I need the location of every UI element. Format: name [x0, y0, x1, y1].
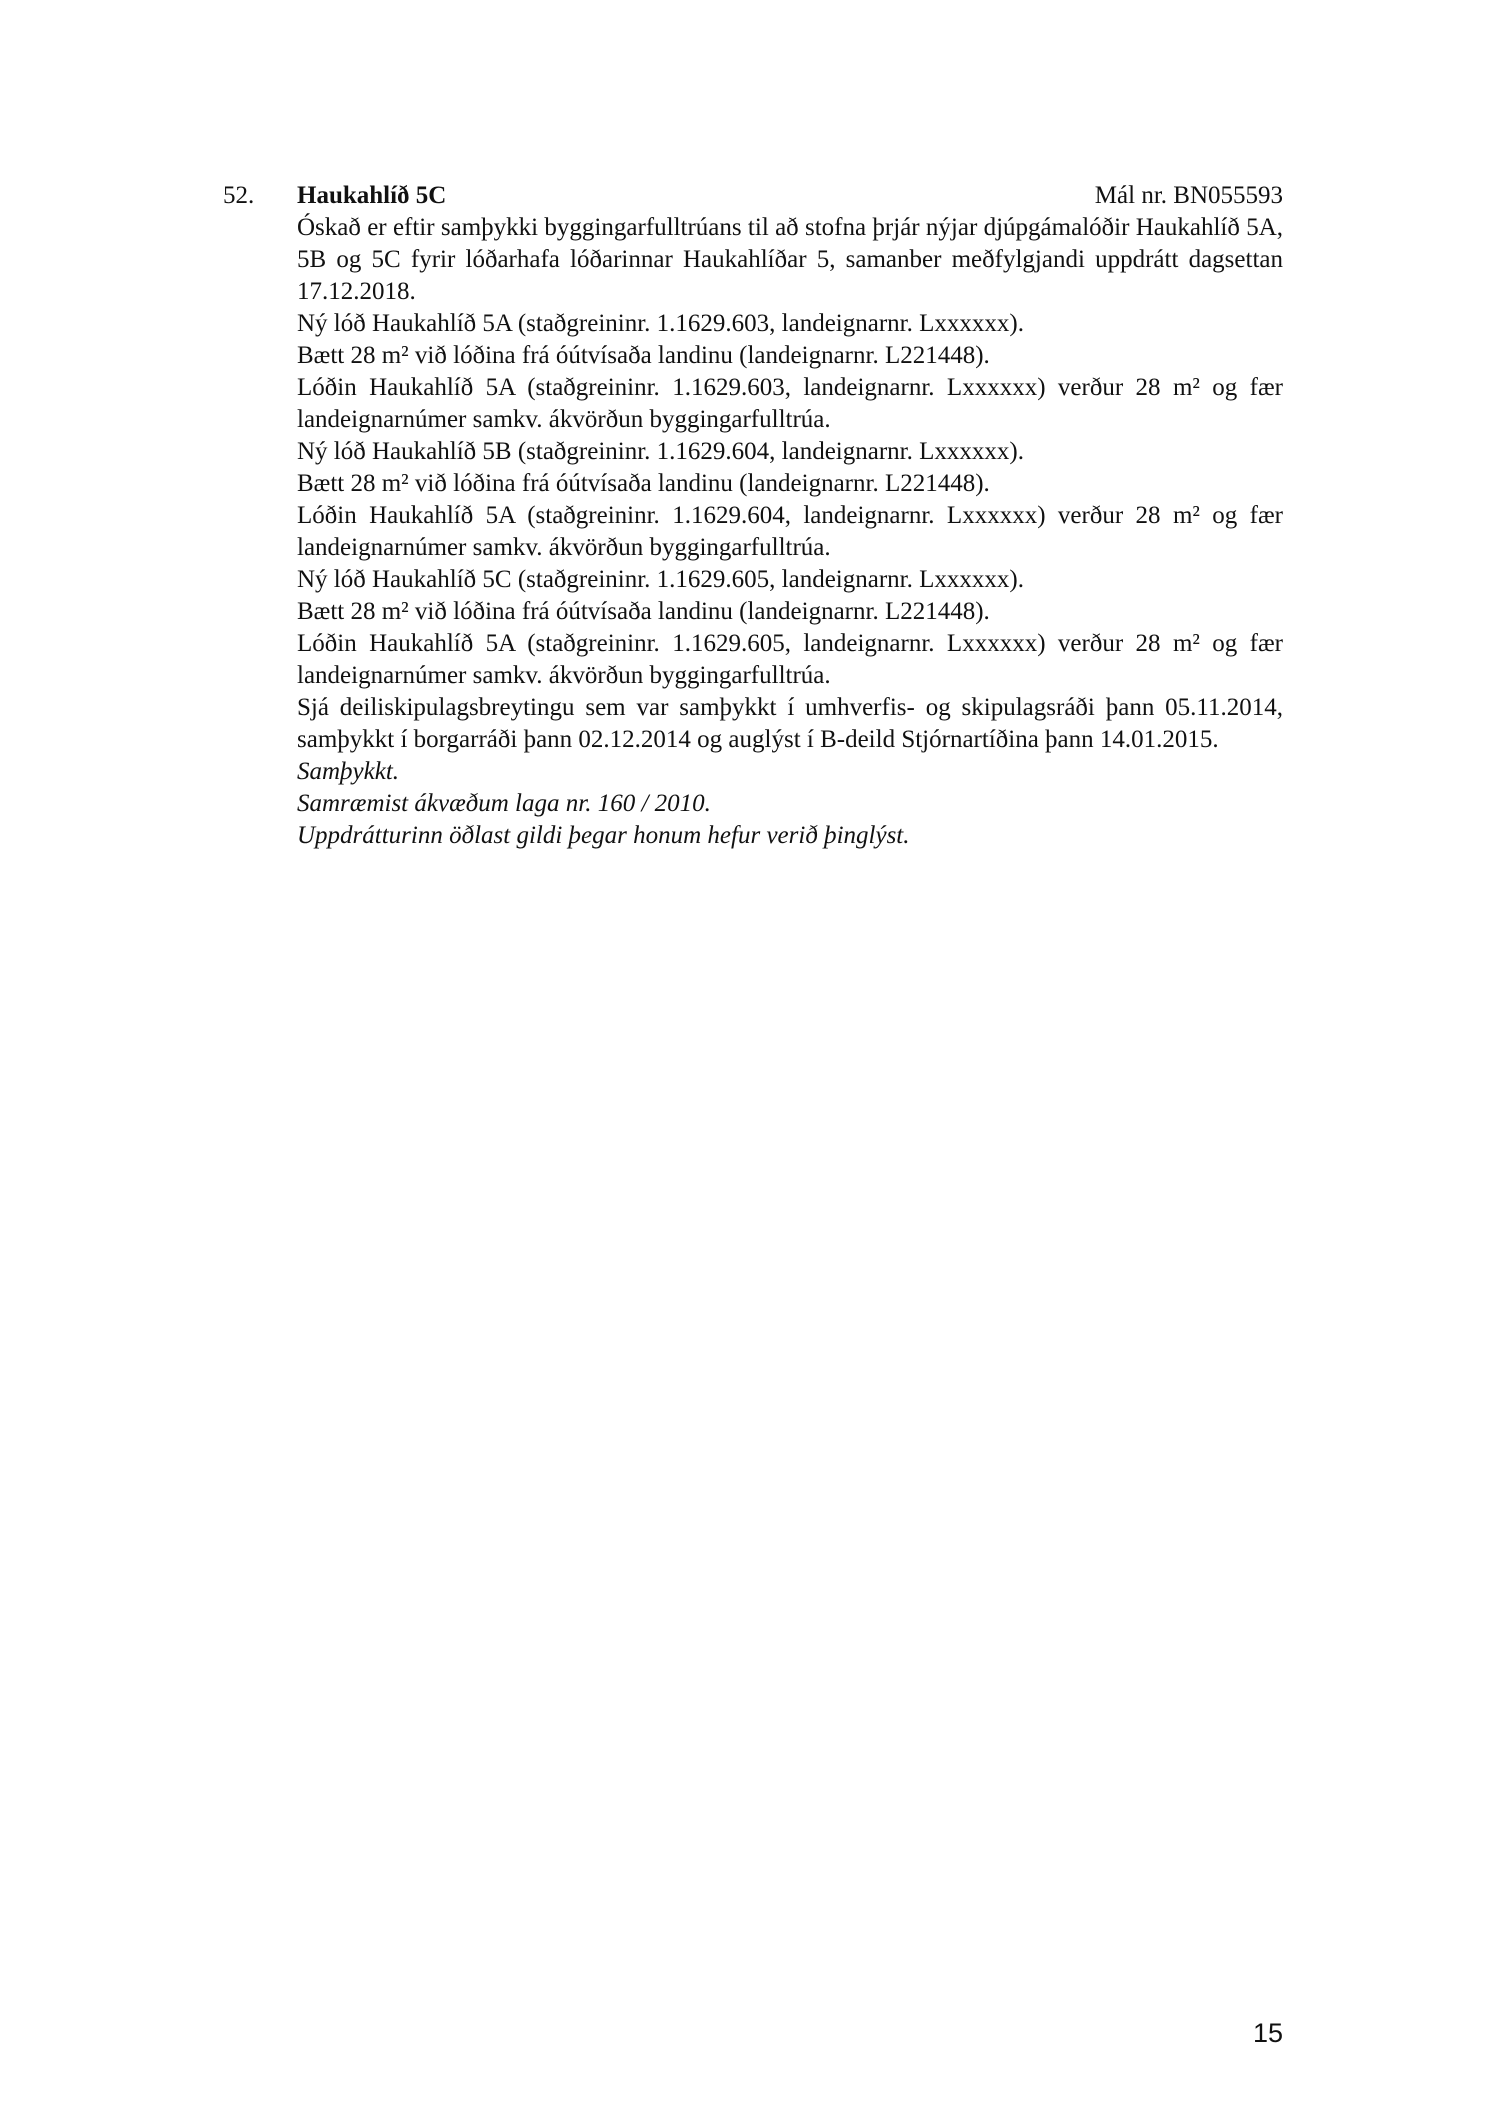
body-paragraph-zoning-reference: Sjá deiliskipulagsbreytingu sem var samþykkt í umhverfis- og skipulagsráði þann 05.11.2014, samþykkt í borgarráði þann 02.12.2014 og auglýst í B-deild Stjórnartíðina þann 14.01.2015. [297, 694, 1283, 753]
body-paragraph-lot-size-5b: Lóðin Haukahlíð 5A (staðgreininr. 1.1629.604, landeignarnr. Lxxxxxx) verður 28 m² og fær landeignarnúmer samkv. ákvörðun byggingarfulltrúa. [297, 502, 1283, 561]
item-body [297, 212, 1283, 852]
body-paragraph-new-lot-5b: Ný lóð Haukahlíð 5B (staðgreininr. 1.1629.604, landeignarnr. Lxxxxxx). [297, 438, 1024, 465]
body-paragraph-lot-size-5a: Lóðin Haukahlíð 5A (staðgreininr. 1.1629.603, landeignarnr. Lxxxxxx) verður 28 m² og fær landeignarnúmer samkv. ákvörðun byggingarfulltrúa. [297, 374, 1283, 433]
body-paragraph-added-area-5b: Bætt 28 m² við lóðina frá óútvísaða landinu (landeignarnr. L221448). [297, 470, 990, 497]
body-paragraph-added-area-5a: Bætt 28 m² við lóðina frá óútvísaða landinu (landeignarnr. L221448). [297, 342, 990, 369]
decision-validity-note: Uppdrátturinn öðlast gildi þegar honum hefur verið þinglýst. [297, 822, 910, 849]
body-paragraph-lot-size-5c: Lóðin Haukahlíð 5A (staðgreininr. 1.1629.605, landeignarnr. Lxxxxxx) verður 28 m² og fær landeignarnúmer samkv. ákvörðun byggingarfulltrúa. [297, 630, 1283, 689]
item-header [223, 180, 1283, 212]
item-number: 52. [223, 182, 255, 209]
agenda-item [223, 180, 1283, 852]
body-paragraph-application: Óskað er eftir samþykki byggingarfulltrúans til að stofna þrjár nýjar djúpgámalóðir Haukahlíð 5A, 5B og 5C fyrir lóðarhafa lóðarinnar Haukahlíðar 5, samanber meðfylgjandi uppdrátt dagsettan 17.12.2018. [297, 214, 1283, 305]
body-paragraph-added-area-5c: Bætt 28 m² við lóðina frá óútvísaða landinu (landeignarnr. L221448). [297, 598, 990, 625]
decision-legal-compliance: Samræmist ákvæðum laga nr. 160 / 2010. [297, 790, 711, 817]
item-title: Haukahlíð 5C [297, 182, 447, 209]
decision-approved: Samþykkt. [297, 758, 400, 785]
page-number: 15 [1252, 2018, 1283, 2048]
case-number: Mál nr. BN055593 [1094, 182, 1283, 209]
body-paragraph-new-lot-5c: Ný lóð Haukahlíð 5C (staðgreininr. 1.1629.605, landeignarnr. Lxxxxxx). [297, 566, 1024, 593]
body-paragraph-new-lot-5a: Ný lóð Haukahlíð 5A (staðgreininr. 1.1629.603, landeignarnr. Lxxxxxx). [297, 310, 1024, 337]
